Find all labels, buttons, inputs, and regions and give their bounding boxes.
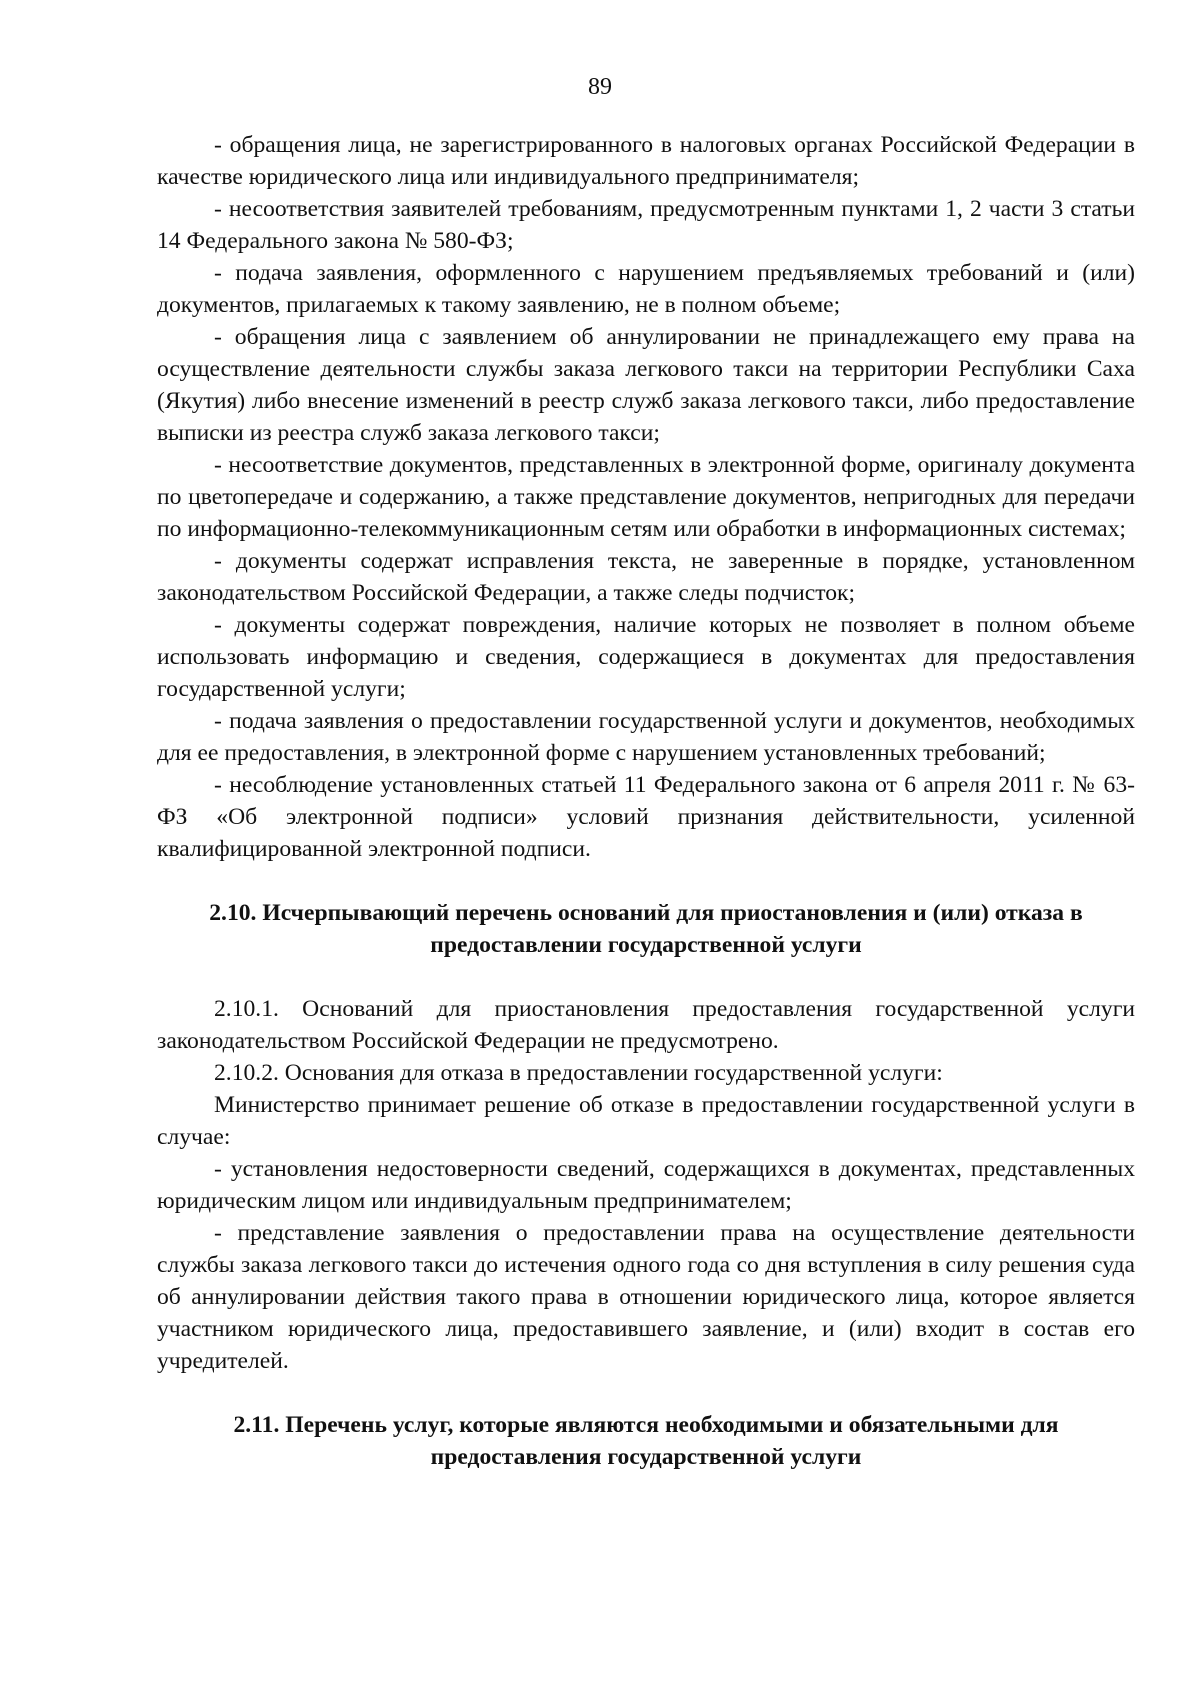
paragraph-2-10-1: 2.10.1. Оснований для приостановления предоставления государственной услуги законодательством Российской Федерации не предусмотрено. bbox=[157, 996, 1135, 1054]
refusal-ground-applicant-mismatch: - несоответствия заявителей требованиям, предусмотренным пунктами 1, 2 части 3 статьи 14 Федерального закона № 580-ФЗ; bbox=[157, 196, 1135, 254]
refusal-ground-foreign-right: - обращения лица с заявлением об аннулировании не принадлежащего ему права на осуществление деятельности службы заказа легкового такси на территории Республики Саха (Якутия) либо внесение изменений в реестр служб заказа легкового такси, либо предоставление выписки из реестра служб заказа легкового такси; bbox=[157, 324, 1135, 446]
section-heading-2-10-line2: предоставлении государственной услуги bbox=[430, 932, 862, 958]
page-number: 89 bbox=[588, 74, 612, 100]
section-heading-2-11-line2: предоставления государственной услуги bbox=[430, 1444, 862, 1470]
refusal-ground-electronic-mismatch: - несоответствие документов, представленных в электронной форме, оригиналу документа по цветопередаче и содержанию, а также представление документов, непригодных для передачи по информационно-телекоммуникационным сетям или обработки в информационных системах; bbox=[157, 452, 1135, 542]
section-heading-2-11-line1: 2.11. Перечень услуг, которые являются необходимыми и обязательными для bbox=[233, 1412, 1059, 1438]
section-heading-2-11 bbox=[157, 1409, 1135, 1473]
refusal-ground-corrections: - документы содержат исправления текста, не заверенные в порядке, установленном законодательством Российской Федерации, а также следы подчисток; bbox=[157, 548, 1135, 606]
refusal-case-false-information: - установления недостоверности сведений, содержащихся в документах, представленных юридическим лицом или индивидуальным предпринимателем; bbox=[157, 1156, 1135, 1214]
section-heading-2-10 bbox=[157, 897, 1135, 961]
refusal-ground-unregistered-person: - обращения лица, не зарегистрированного в налоговых органах Российской Федерации в качестве юридического лица или индивидуального предпринимателя; bbox=[157, 132, 1135, 190]
refusal-case-early-application: - представление заявления о предоставлении права на осуществление деятельности службы заказа легкового такси до истечения одного года со дня вступления в силу решения суда об аннулировании действия такого права в отношении юридического лица, которое является участником юридического лица, предоставившего заявление, и (или) входит в состав его учредителей. bbox=[157, 1220, 1135, 1374]
section-heading-2-10-line1: 2.10. Исчерпывающий перечень оснований для приостановления и (или) отказа в bbox=[209, 900, 1083, 926]
paragraph-2-10-2: 2.10.2. Основания для отказа в предоставлении государственной услуги: bbox=[214, 1060, 943, 1086]
refusal-ground-signature-invalid: - несоблюдение установленных статьей 11 Федерального закона от 6 апреля 2011 г. № 63-ФЗ «Об электронной подписи» условий признания действительности, усиленной квалифицированной электронной подписи. bbox=[157, 772, 1135, 862]
paragraph-ministry-decision: Министерство принимает решение об отказе в предоставлении государственной услуги в случае: bbox=[157, 1092, 1135, 1150]
section-2-10-body bbox=[157, 993, 1135, 1377]
document-body bbox=[157, 129, 1135, 1473]
refusal-ground-improper-application: - подача заявления, оформленного с нарушением предъявляемых требований и (или) документов, прилагаемых к такому заявлению, не в полном объеме; bbox=[157, 260, 1135, 318]
refusal-ground-electronic-form-violation: - подача заявления о предоставлении государственной услуги и документов, необходимых для ее предоставления, в электронной форме с нарушением установленных требований; bbox=[157, 708, 1135, 766]
refusal-ground-damage: - документы содержат повреждения, наличие которых не позволяет в полном объеме использовать информацию и сведения, содержащиеся в документах для предоставления государственной услуги; bbox=[157, 612, 1135, 702]
